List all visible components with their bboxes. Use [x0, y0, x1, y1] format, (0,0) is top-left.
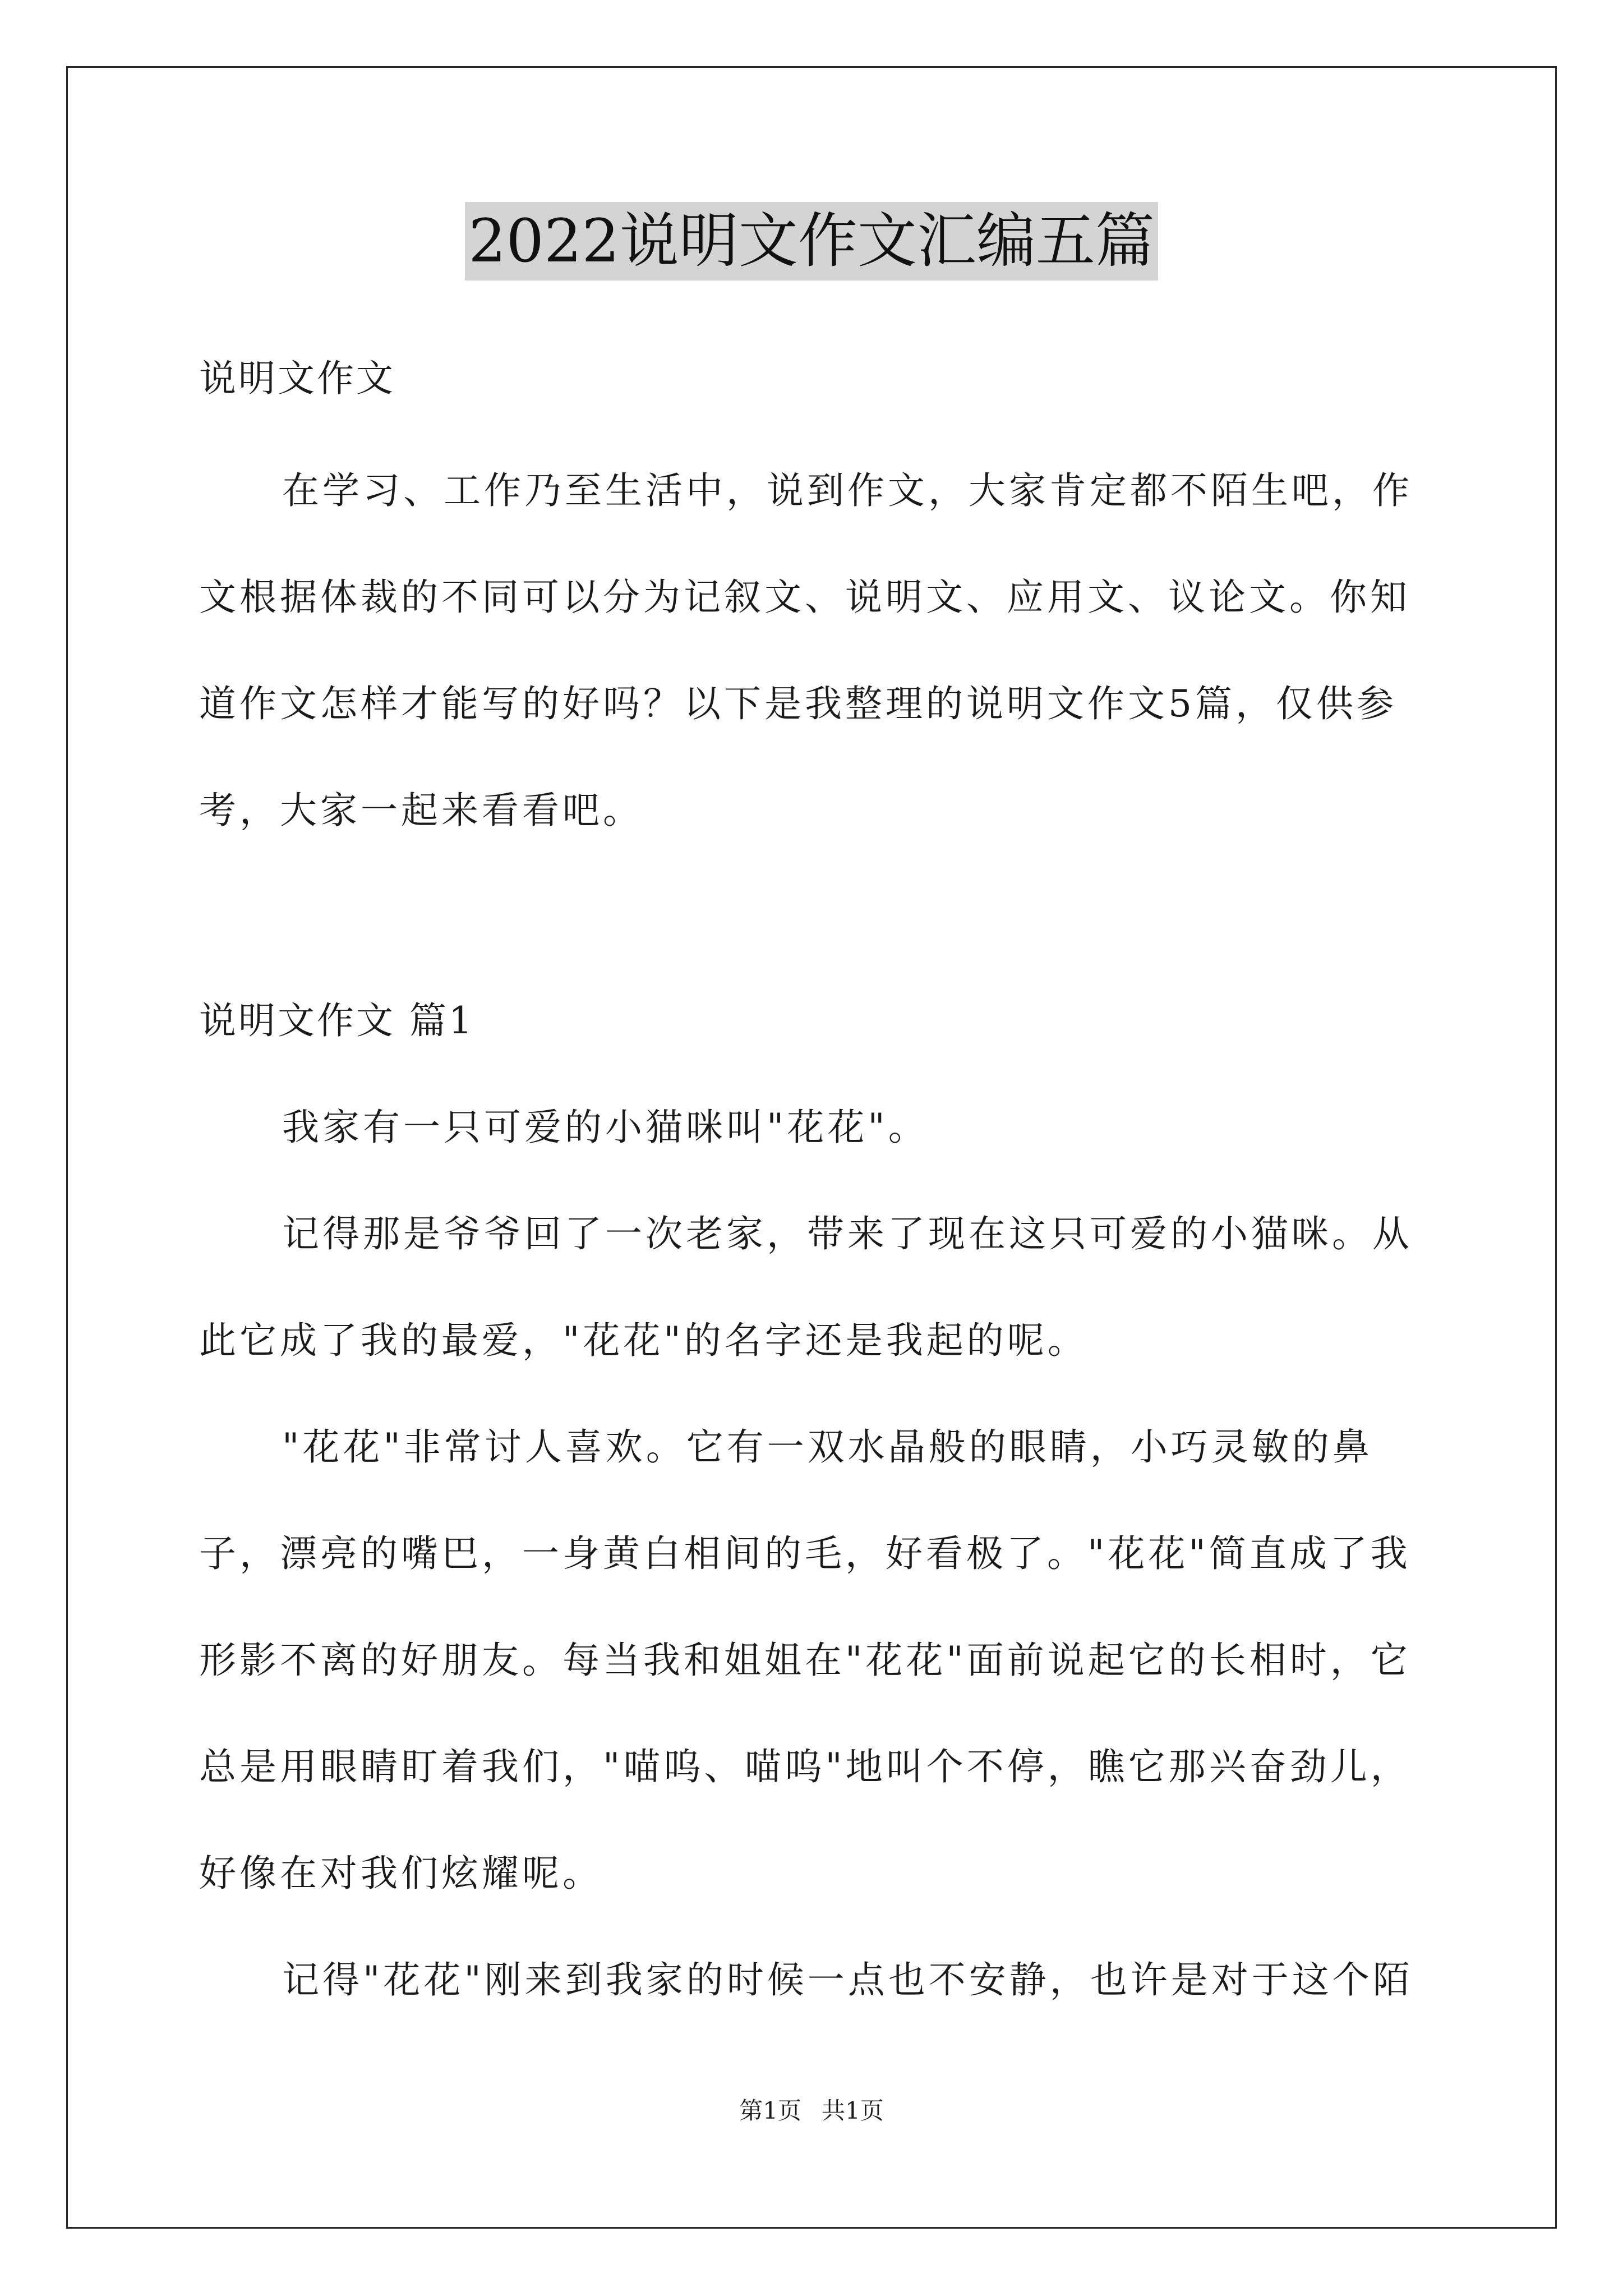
section1-heading: 说明文作文 篇1 [199, 999, 474, 1042]
intro-heading: 说明文作文 [199, 357, 395, 400]
section1-paragraph-3: "花花"非常讨人喜欢。它有一双水晶般的眼睛，小巧灵敏的鼻子，漂亮的嘴巴，一身黄白相间的毛，好看极了。"花花"简直成了我形影不离的好朋友。每当我和姐姐在"花花"面前说起它的长相时，它总是用眼睛盯着我们，"喵呜、喵呜"地叫个不停，瞧它那兴奋劲儿，好像在对我们炫耀呢。 [199, 1425, 1411, 1895]
title-container [0, 202, 1623, 280]
intro-paragraph: 在学习、工作乃至生活中，说到作文，大家肯定都不陌生吧，作文根据体裁的不同可以分为记叙文、说明文、应用文、议论文。你知道作文怎样才能写的好吗？以下是我整理的说明文作文5篇，仅供参考，大家一起来看看吧。 [199, 469, 1413, 832]
total-pages: 共1页 [822, 2097, 884, 2124]
section1-paragraph-1: 我家有一只可爱的小猫咪叫"花花"。 [282, 1106, 929, 1149]
section1-paragraph-2: 记得那是爷爷回了一次老家，带来了现在这只可爱的小猫咪。从此它成了我的最爱，"花花"的名字还是我起的呢。 [199, 1212, 1413, 1362]
section1-paragraph-4: 记得"花花"刚来到我家的时候一点也不安静，也许是对于这个陌 [282, 1958, 1413, 2001]
document-title: 2022说明文作文汇编五篇 [465, 202, 1158, 280]
page-footer [0, 2092, 1623, 2126]
page-number: 第1页 [739, 2097, 801, 2124]
